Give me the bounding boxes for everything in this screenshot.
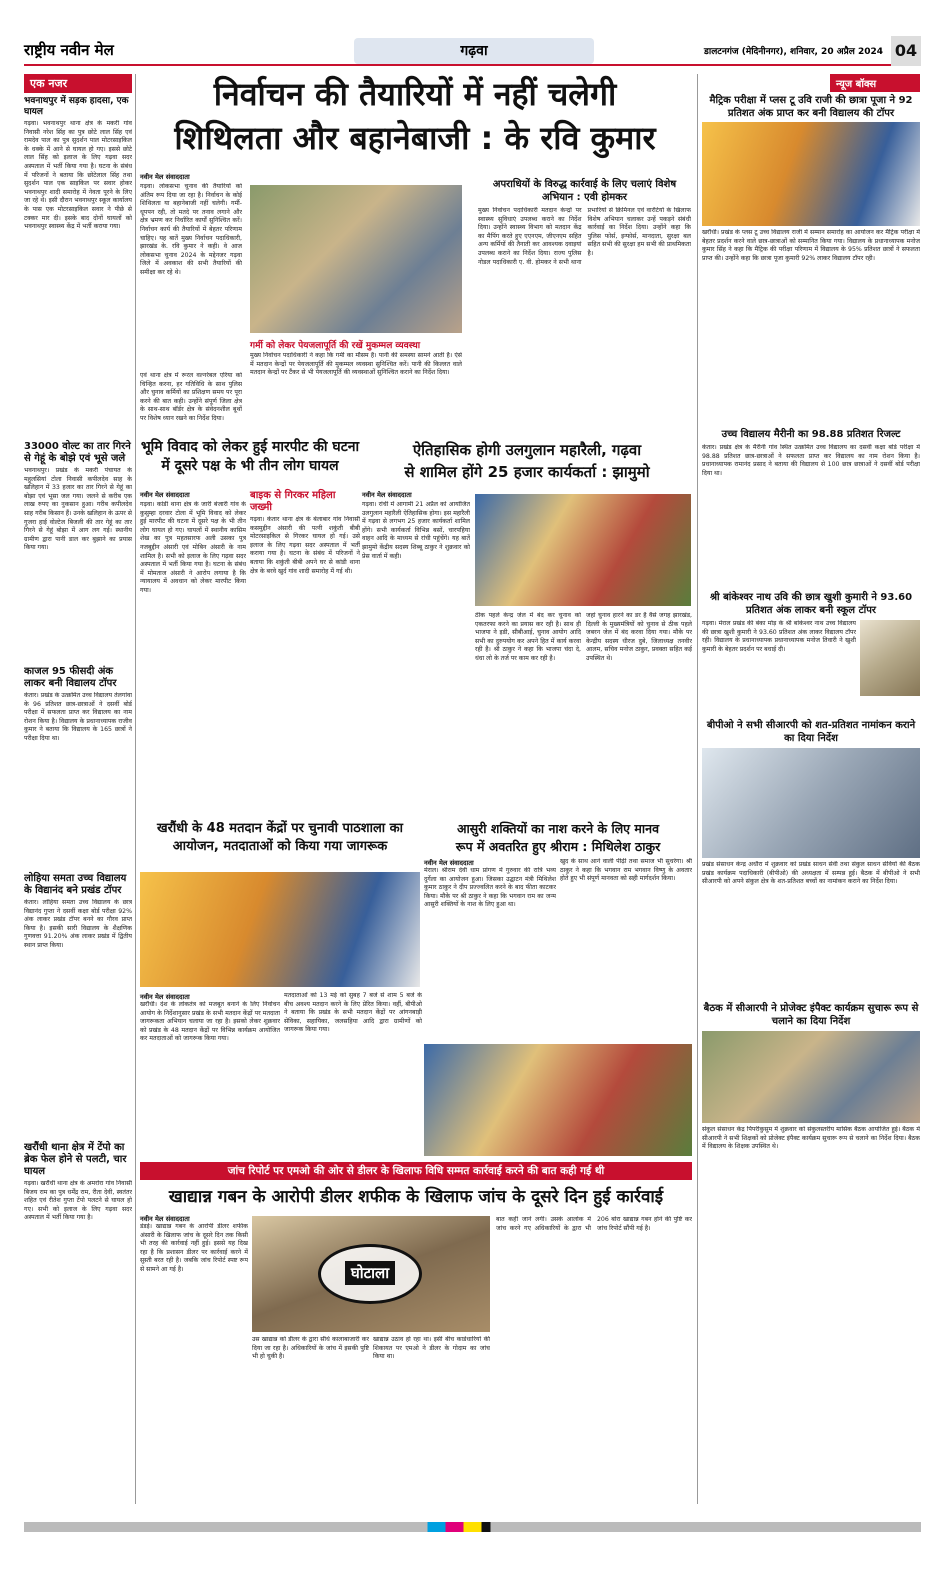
lead-headline-line2: शिथिलता और बहानेबाजी : के रवि कुमार <box>174 119 656 157</box>
gaban-story <box>140 1214 248 1504</box>
brand-name: राष्ट्रीय नवीन मेल <box>24 41 114 59</box>
sub-headline: बाइक से गिरकर महिला जख्मी <box>250 490 336 513</box>
sub-story <box>250 490 360 810</box>
brief-body: गढ़वा। भवनाथपुर थाना क्षेत्र के मकरी गांव निवासी नरेश सिंह का पुत्र छोटे लाल सिंह एवं रामदेव पाल का पुत्र सुदर्शन पाल मोटरसाइकिल के धक्के में आने से घायल हो गए। इससे छोटे लाल सिंह को इलाज के लिए गढ़वा सदर अस्पताल में भर्ती किया गया है। घटना के संबंध में परिजनों ने बताया कि छोटेलाल सिंह तथा सुदर्शन पाल एक साइकिल पर सवार होकर भवनाथपुर शादी समारोह में नेवता पूरने के लिए जा रहे थे। इसी दौरान भवनाथपुर स्कूल कार्यालय के पास एक मोटरसाइकिल सवार ने पीछे से टक्कर मार दी। इसके बाद दोनों घायलों को भवनाथपुर स्वास्थ्य केंद्र में भर्ती कराया गया। <box>24 120 132 231</box>
footer-bar <box>24 1522 921 1532</box>
brief-headline: लोहिया समता उच्च विद्यालय के विद्यानंद बने प्रखंड टॉपर <box>24 873 127 896</box>
ghotala-stamp <box>318 1244 422 1304</box>
gaban-body: डंडई। खाद्यान्न गबन के आरोपी डीलर शफीक अंसारी के खिलाफ जांच के दूसरे दिन तक किसी भी तरह की कार्रवाई नहीं हुई। इससे यह दिख रहा है कि प्रशासन डीलर पर कार्रवाई करने में सुस्ती बरत रही है। जबकि जांच रिपोर्ट स्पष्ट रूप से सामने आ गई है। <box>140 1223 248 1273</box>
byline: नवीन मेल संवाददाता <box>140 173 190 181</box>
right-photo <box>702 1031 920 1123</box>
side-body: मुख्य निर्वाचन पदाधिकारी मतदान केन्द्रों पर स्वास्थ्य सुविधाएं उपलब्ध कराने का निर्देश दिया। उन्होंने स्वास्थ्य विभाग को मतदान केंद्र का मैपिंग करते हुए एएनएम, जीएनएम सहित अन्य कर्मियों की तैनाती कर आवश्यक दवाइयां उपलब्ध कराने का निर्देश दिया। राज्य पुलिस नोडल पदाधिकारी ए. वी. होमकर ने सभी थाना प्रभारियों से क्रिमिनल एवं वारंटियों के खिलाफ विशेष अभियान चलाकर उन्हें पकड़ने संबंधी कार्रवाई का निर्देश दिया। उन्होंने कहा कि पुलिस फोर्स, इन्फोर्स, मानदाता, सुरक्षा बल सहित सभी की सुरक्षा हम सभी की प्राथमिकता है। <box>478 207 691 266</box>
byline: नवीन मेल संवाददाता <box>424 859 474 867</box>
red-banner: जांच रिपोर्ट पर एमओ की ओर से डीलर के खिलाफ विधि सम्मत कार्रवाई करने की बात कही गई थी <box>140 1162 692 1180</box>
right-photo <box>702 748 920 858</box>
ulgulan-body: गढ़वा। रांची में आगामी 21 अप्रैल को आयोजित उलगुलान महारैली ऐतिहासिक होगा। इस महारैली में गढ़वा से लगभग 25 हजार कार्यकर्ता शामिल होंगे। सभी कार्यकर्ता विभिन्न बसों, चारपहिया वाहन आदि के माध्यम से रांची पहुंचेंगे। यह बातें झामुमो केंद्रीय सदस्य शिब्बू ठाकुर ने शुक्रवार को प्रेस वार्ता में कही। <box>362 501 470 560</box>
news-box-label: न्यूज बॉक्स <box>830 74 920 92</box>
sub-body: गढ़वा। केतार थाना क्षेत्र के बेलाबार गांव निवासी कसमुद्दीन अंसारी की पत्नी शकुंती बीबी मोटरसाइकिल से गिरकर घायल हो गई। उसे इलाज के लिए गढ़वा सदर अस्पताल में भर्ती कराया गया है। घटना के संबंध में परिजनों ने बताया कि शकुंती बीबी अपने घर से कांडी थाना क्षेत्र के बरवे खुर्द गांव शादी समारोह में गई थी। <box>250 516 360 575</box>
masthead <box>24 36 921 66</box>
kharaundhi-story <box>140 992 280 1156</box>
land-body: गढ़वा। कांडी थाना क्षेत्र के जारी बंजारी गांव के कुसुम्हा दरवार टोला में भूमि विवाद को लेकर हुई मारपीट की घटना में दूसरे पक्ष के भी तीन लोग घायल हो गए। घायलों में स्थानीय कासिम शेख का पुत्र महतसारफ अली उसका पुत्र नजबुद्दीन अंसारी एवं मोबिन अंसारी के नाम शामिल है। सभी को इलाज के लिए गढ़वा सदर अस्पताल में भर्ती किया गया है। घटना के संबंध में मोमताज अंसारी ने आरोप लगाया है कि न्यायालय में अवधान को लेकर मारपीट किया गया। <box>140 501 246 594</box>
asuri-headline-line2: रूप में अवतरित हुए श्रीराम : मिथिलेश ठाकुर <box>455 839 661 854</box>
brief-body: केतार। लोहिया समता उच्च विद्यालय के छात्र विद्यानंद गुप्ता ने दसवीं कक्षा बोर्ड परीक्षा 92% अंक लाकर प्रखंड टॉपर बनने का गौरव प्राप्त किया है। इसकी सारी विद्यालय के शैक्षणिक गुणवत्ता 91.20% अंक लाकर प्रखंड में द्वितीय स्थान प्राप्त किया। <box>24 899 132 949</box>
gaban-headline: खाद्यान्न गबन के आरोपी डीलर शफीक के खिलाफ जांच के दूसरे दिन हुई कार्रवाई <box>168 1187 664 1207</box>
brief-body: केतार। प्रखंड के उत्क्रमित उच्च विद्यालय तेलगांवा के 96 प्रतिशत छात्र-छात्राओं ने दसवीं बोर्ड परीक्षा में सफलता प्राप्त कर विद्यालय का नाम रोशन किया है। विद्यालय के प्रधानाध्यापक राजीव कुमार ने बताया कि विद्यालय के 165 छात्रों ने परीक्षा दिया था। <box>24 692 132 742</box>
right-body: संकुल संसाधन केंद्र पिपरीकुसुम में शुक्रवार को संकुलस्तरीय मासिक बैठक आयोजित हुई। बैठक में सीआरपी ने सभी शिक्षकों को प्रोजेक्ट इंपैक्ट कार्यक्रम सुचारू रूप से चलाने का निर्देश दिया। बैठक में विद्यालय के शिक्षक उपस्थित थे। <box>702 1126 920 1151</box>
byline: नवीन मेल संवाददाता <box>140 1215 190 1223</box>
photo-caption-head: गर्मी को लेकर पेयजलापूर्ति की रखें मुकम्मल व्यवस्था <box>250 341 421 351</box>
section-label <box>354 38 594 64</box>
ulgulan-body-cont: जहां चुनाव हारने का डर है वैसे जगह झारखंड, दिल्ली के मुख्यमंत्रियों को चुनाव से ठीक पहले जबरन जेल में बंद करवा दिया गया। मौके पर केन्द्रीय सदस्य धीरज दुबे, जिलाध्यक्ष तनवीर आलम, सचिव मनोज ठाकुर, प्रवक्ता सहित कई उपस्थित थे। <box>586 612 692 662</box>
brief-headline: भवनाथपुर में सड़क हादसा, एक घायल <box>24 96 129 117</box>
section-name: गढ़वा <box>460 43 488 59</box>
side-headline: अपराधियों के विरुद्ध कार्रवाई के लिए चलाएं विशेष अभियान : एवी होमकर <box>492 179 677 203</box>
right-body: प्रखंड संसाधन केन्द्र अधौरा में शुक्रवार को प्रखंड साधन सेवी तथा संकुल साधन सेवियों की बैठक प्रखंड कार्यक्रम पदाधिकारी (बीपीओ) की अध्यक्षता में सम्पन्न हुई। बैठक में बीपीओ ने सभी सीआरपी को अपने संकुल क्षेत्र के शत-प्रतिशत बच्चों का नामांकन कराने का निर्देश दिया। <box>702 861 920 886</box>
ulgulan-headline-line2: से शामिल होंगे 25 हजार कार्यकर्ता : झामुमो <box>404 463 650 481</box>
land-headline: भूमि विवाद को लेकर हुई मारपीट की घटना में दूसरे पक्ष के भी तीन लोग घायल <box>140 439 360 474</box>
asuri-body: मेराल। श्रीराम देवी धाम प्रांगण में गुरुवार की रात्रि भव्य दुर्गेला का आयोजन हुआ। जिसका उद्घाटन मंत्री मिथिलेश कुमार ठाकुर ने दीप प्रज्ज्वलित करने के बाद फीता काटकर किया। मौके पर श्री ठाकुर ने कहा कि भगवान राम का जन्म आसुरी शक्तियों के नाश के लिए हुआ था। <box>424 867 556 909</box>
ulgulan-story <box>362 490 470 810</box>
kharaundhi-body-cont: मतदाताओं को 13 मई को सुबह 7 बजे से शाम 5 बजे के बीच अवश्य मतदान करने के लिए प्रेरित किया। वहीं, बीपीओ ने बताया कि प्रखंड के सभी मतदान केंद्रों पर आंगनबाड़ी सेविका, सहायिका, जलसहिया आदि द्वारा ग्रामीणों को जागरूक किया गया। <box>284 992 422 1034</box>
right-headline: बैठक में सीआरपी ने प्रोजेक्ट इंपैक्ट कार्यक्रम सुचारू रूप से चलाने का दिया निर्देश <box>703 1003 919 1027</box>
ulgulan-photo <box>475 494 691 606</box>
right-body: केतार। प्रखंड क्षेत्र के मैरीनी गांव स्थित उत्क्रमित उच्च विद्यालय का दसवीं कक्षा बोर्ड परीक्षा में 98.88 प्रतिशत छात्र-छात्राओं ने सफलता प्राप्त कर विद्यालय का नाम रोशन किया है। प्रधानाध्यापक रामानंद प्रसाद ने बताया की विद्यालय से 100 छात्र छात्राओं ने दसवीं बोर्ड परीक्षा दिया था। <box>702 444 920 477</box>
left-column <box>24 74 132 1504</box>
column-divider <box>135 74 136 1504</box>
brief-headline: खरौंधी थाना क्षेत्र में टेंपो का ब्रेक फेल होने से पलटी, चार घायल <box>24 1142 127 1177</box>
byline: नवीन मेल संवाददाता <box>140 491 190 499</box>
right-photo <box>702 122 920 226</box>
right-headline: श्री बांकेश्वर नाथ उवि की छात्र खुशी कुमारी ने 93.60 प्रतिशत अंक लाकर बनी स्कूल टॉपर <box>709 592 913 616</box>
stamp-text: घोटाला <box>345 1261 395 1285</box>
asuri-photo <box>424 1044 692 1156</box>
kharaundhi-headline: खरौंधी के 48 मतदान केंद्रों पर चुनावी पाठशाला का आयोजन, मतदाताओं को किया गया जागरूक <box>156 821 404 854</box>
asuri-body-cont: खुद के साथ आने वाली पीढ़ी तथा समाज भी सुधरेगा। श्री ठाकुर ने कहा कि भगवान राम भगवान विष्णु के अवतार होते हुए भी संपूर्ण मानवता को सही मार्गदर्शन किया। <box>560 858 692 883</box>
brief-body: भवनाथपुर। प्रखंड के मकरी पंचायत के महुलसियां टोला निवासी कपीलदेव साह के खलिहान में 33 हजार का तार गिरने से गेहूं का बोझा एवं भूसा जल गया। जलने से करीब एक लाख रुपए का नुकसान हुआ। गरीब कपीलदेव साह गरीब किसान हैं। उनके खलिहान के ऊपर से गुजरा हाई वोल्टेज बिजली की तार गेहूं का तार गिरने से गेहूं बोझा में आग लग गई। स्थानीय ग्रामीण द्वारा पानी डाल कर बुझाने का प्रयास किया गया। <box>24 467 132 552</box>
right-column <box>702 74 920 1504</box>
lead-photo <box>250 185 462 333</box>
right-headline: मैट्रिक परीक्षा में प्लस टू उवि राजी की छात्रा पूजा ने 92 प्रतिशत अंक प्राप्त कर बनी विद्यालय की टॉपर <box>709 95 913 119</box>
right-body: गढ़वा। मेराल प्रखंड की बंका मोड़ के श्री बांकेश्वर नाथ उच्च विद्यालय की छात्रा खुशी कुमारी ने 93.60 प्रतिशत अंक लाकर विद्यालय टॉपर रही। विद्यालय के प्रधानाध्यापक प्रधानाध्यापक मनोज तिवारी ने खुशी कुमारी के बेहतर प्रदर्शन पर बधाई दी। <box>702 620 856 653</box>
byline: नवीन मेल संवाददाता <box>140 993 190 1001</box>
gaban-body-cont: उस खाद्यान्न को डीलर के द्वारा सीधे कालाबाजारी कर दिया जा रहा है। अधिकारियों के जांच में इसकी पुष्टि भी हो चुकी है। <box>252 1336 369 1361</box>
lead-body: गढ़वा। लोकसभा चुनाव की तैयारियों को अंतिम रूप दिया जा रहा है। निर्वाचन के कोई शिथिलता या बहानेबाजी नहीं चलेगी। गर्मी-धूपपन रही, तो मतदे पर तनाव लगाने और क्षेत्र भ्रमण कर निर्धारित कार्यों सुनिश्चित करें। निर्वाचन कार्य की तैयारियों में बेहतर परिणाम चाहिए। यह बातें मुख्य निर्वाचन पदाधिकारी, झारखंड के. रवि कुमार ने कही। वे आज लोकसभा चुनाव 2024 के मद्देनजर गढ़वा जिले में अवकाश की सभी तैयारियों की समीक्षा कर रहे थे। <box>140 183 242 276</box>
right-body: खरौंधी। प्रखंड के प्लस टू उच्च विद्यालय राजी में सम्मान समारोह का आयोजन कर मैट्रिक परीक्षा में बेहतर प्रदर्शन करने वाले छात्र-छात्राओं को सम्मानित किया गया। विद्यालय के प्रधानाध्यापक मनोज कुमार सिंह ने कहा कि मैट्रिक की परीक्षा परिणाम में विद्यालय के 95% प्रतिशत छात्रों ने सफलता प्राप्त की। उन्होंने कहा कि छात्रा पूजा कुमारी 92% लाकर विद्यालय टॉपर रही। <box>702 229 920 262</box>
caption-body: मुख्य निर्वाचन पदाधिकारी ने कहा कि गर्मी का मौसम है। पानी की समस्या सामने आती है। ऐसे में मतदान केन्द्रों पर पेयजलापूर्ति की मुकम्मल व्यवस्था सुनिश्चित करें। पानी की किल्लत वाले मतदान केन्द्रों पर टैंकर से भी पेयजलापूर्ति की व्यवस्थाओं सुनिश्चित कराने का निर्देश दिया। <box>250 352 462 377</box>
dateline: डालटनगंज (मेदिनीनगर), शनिवार, 20 अप्रैल 2024 <box>704 47 883 57</box>
ulgulan-body-cont: ठीक पहले केन्द्र जेल में बंद कर चुनाव को एकतरफा करने का प्रयास कर रही है। साथ ही भाजपा ने इडी, सीबीआई, चुनाव आयोग आदि सभी का दुरुपयोग कर अपने हित में कार्य करवा रही है। श्री ठाकुर ने कहा कि भाजपा चंदा दे, धंधा लो के तर्ज पर काम कर रही है। <box>475 612 581 662</box>
kharaundhi-photo <box>140 872 420 987</box>
asuri-headline-line1: आसुरी शक्तियों का नाश करने के लिए मानव <box>456 821 660 836</box>
page-number: 04 <box>891 36 921 66</box>
ulgulan-headline-line1: ऐतिहासिक होगी उलगुलान महारैली, गढ़वा <box>412 441 642 459</box>
right-headline: उच्च विद्यालय मैरीनी का 98.88 प्रतिशत रिजल्ट <box>721 429 901 440</box>
asuri-story <box>424 858 556 1038</box>
brief-headline: 33000 वोल्ट का तार गिरने से गेहूं के बोझे एवं भूसे जले <box>24 441 131 464</box>
kharaundhi-body: खरौंधी। देश के लोकतंत्र को मजबूत बनाने के लिए निर्वाचन आयोग के निर्देशानुसार प्रखंड के सभी मतदान केंद्रों पर मतदाता जागरूकता अभियान चलाया जा रहा है। इसको लेकर शुक्रवार को प्रखंड के 48 मतदान केंद्रों पर विभिन्न कार्यक्रम आयोजित कर मतदाताओं को जागरूक किया गया। <box>140 1001 280 1043</box>
brief-body: गढ़वा। खरौंधी थाना क्षेत्र के अमरोरा गांव निवासी बिजय राम का पुत्र धर्मेंद्र राम, रीता देवी, स्वतंतर शहित एवं रीतेश गुप्ता टेंपो पलटने से घायल हो गए। सभी को इलाज के लिए गढ़वा सदर अस्पताल में भर्ती किया गया है। <box>24 1180 132 1222</box>
lead-headline-line1: निर्वाचन की तैयारियों में नहीं चलेगी <box>213 75 617 113</box>
ek-nazar-label: एक नजर <box>24 74 132 93</box>
right-headline: बीपीओ ने सभी सीआरपी को शत-प्रतिशत नामांकन कराने का दिया निर्देश <box>706 720 916 744</box>
lead-body-cont: एवं थाना क्षेत्र में रूरल वल्नरेबल एरिया को चिन्हित करना, हर गतिविधि के साथ पुलिस और चुनाव कर्मियों का प्रशिक्षण समय पर पूरा करने की बात कही। उन्होंने संपूर्ण जिला क्षेत्र के साथ-साथ बॉर्डर क्षेत्र के संवेदनशील बूथों पर विशेष ध्यान रखने का निर्देश दिया। <box>140 372 242 422</box>
brief-headline: काजल 95 फीसदी अंक लाकर बनी विद्यालय टॉपर <box>24 666 117 689</box>
student-portrait <box>860 620 920 696</box>
side-story <box>478 178 691 430</box>
column-divider <box>697 74 698 1504</box>
byline: नवीन मेल संवाददाता <box>362 491 412 499</box>
gaban-body-cont: बात कही जाने लगी। उसके आलोक में जांच करने गए अधिकारियों के द्वारा भी 206 बोरा खाद्यान्न गबन होने की पुष्टि कर जांच रिपोर्ट सौंपी गई है। <box>496 1216 692 1232</box>
gaban-body-cont: खाद्यान्न उठाव हो रहा था। इसी बीच कार्डधारियों की शिकायत पर एमओ ने डीलर के गोदाम का जांच किया था। <box>373 1336 490 1361</box>
